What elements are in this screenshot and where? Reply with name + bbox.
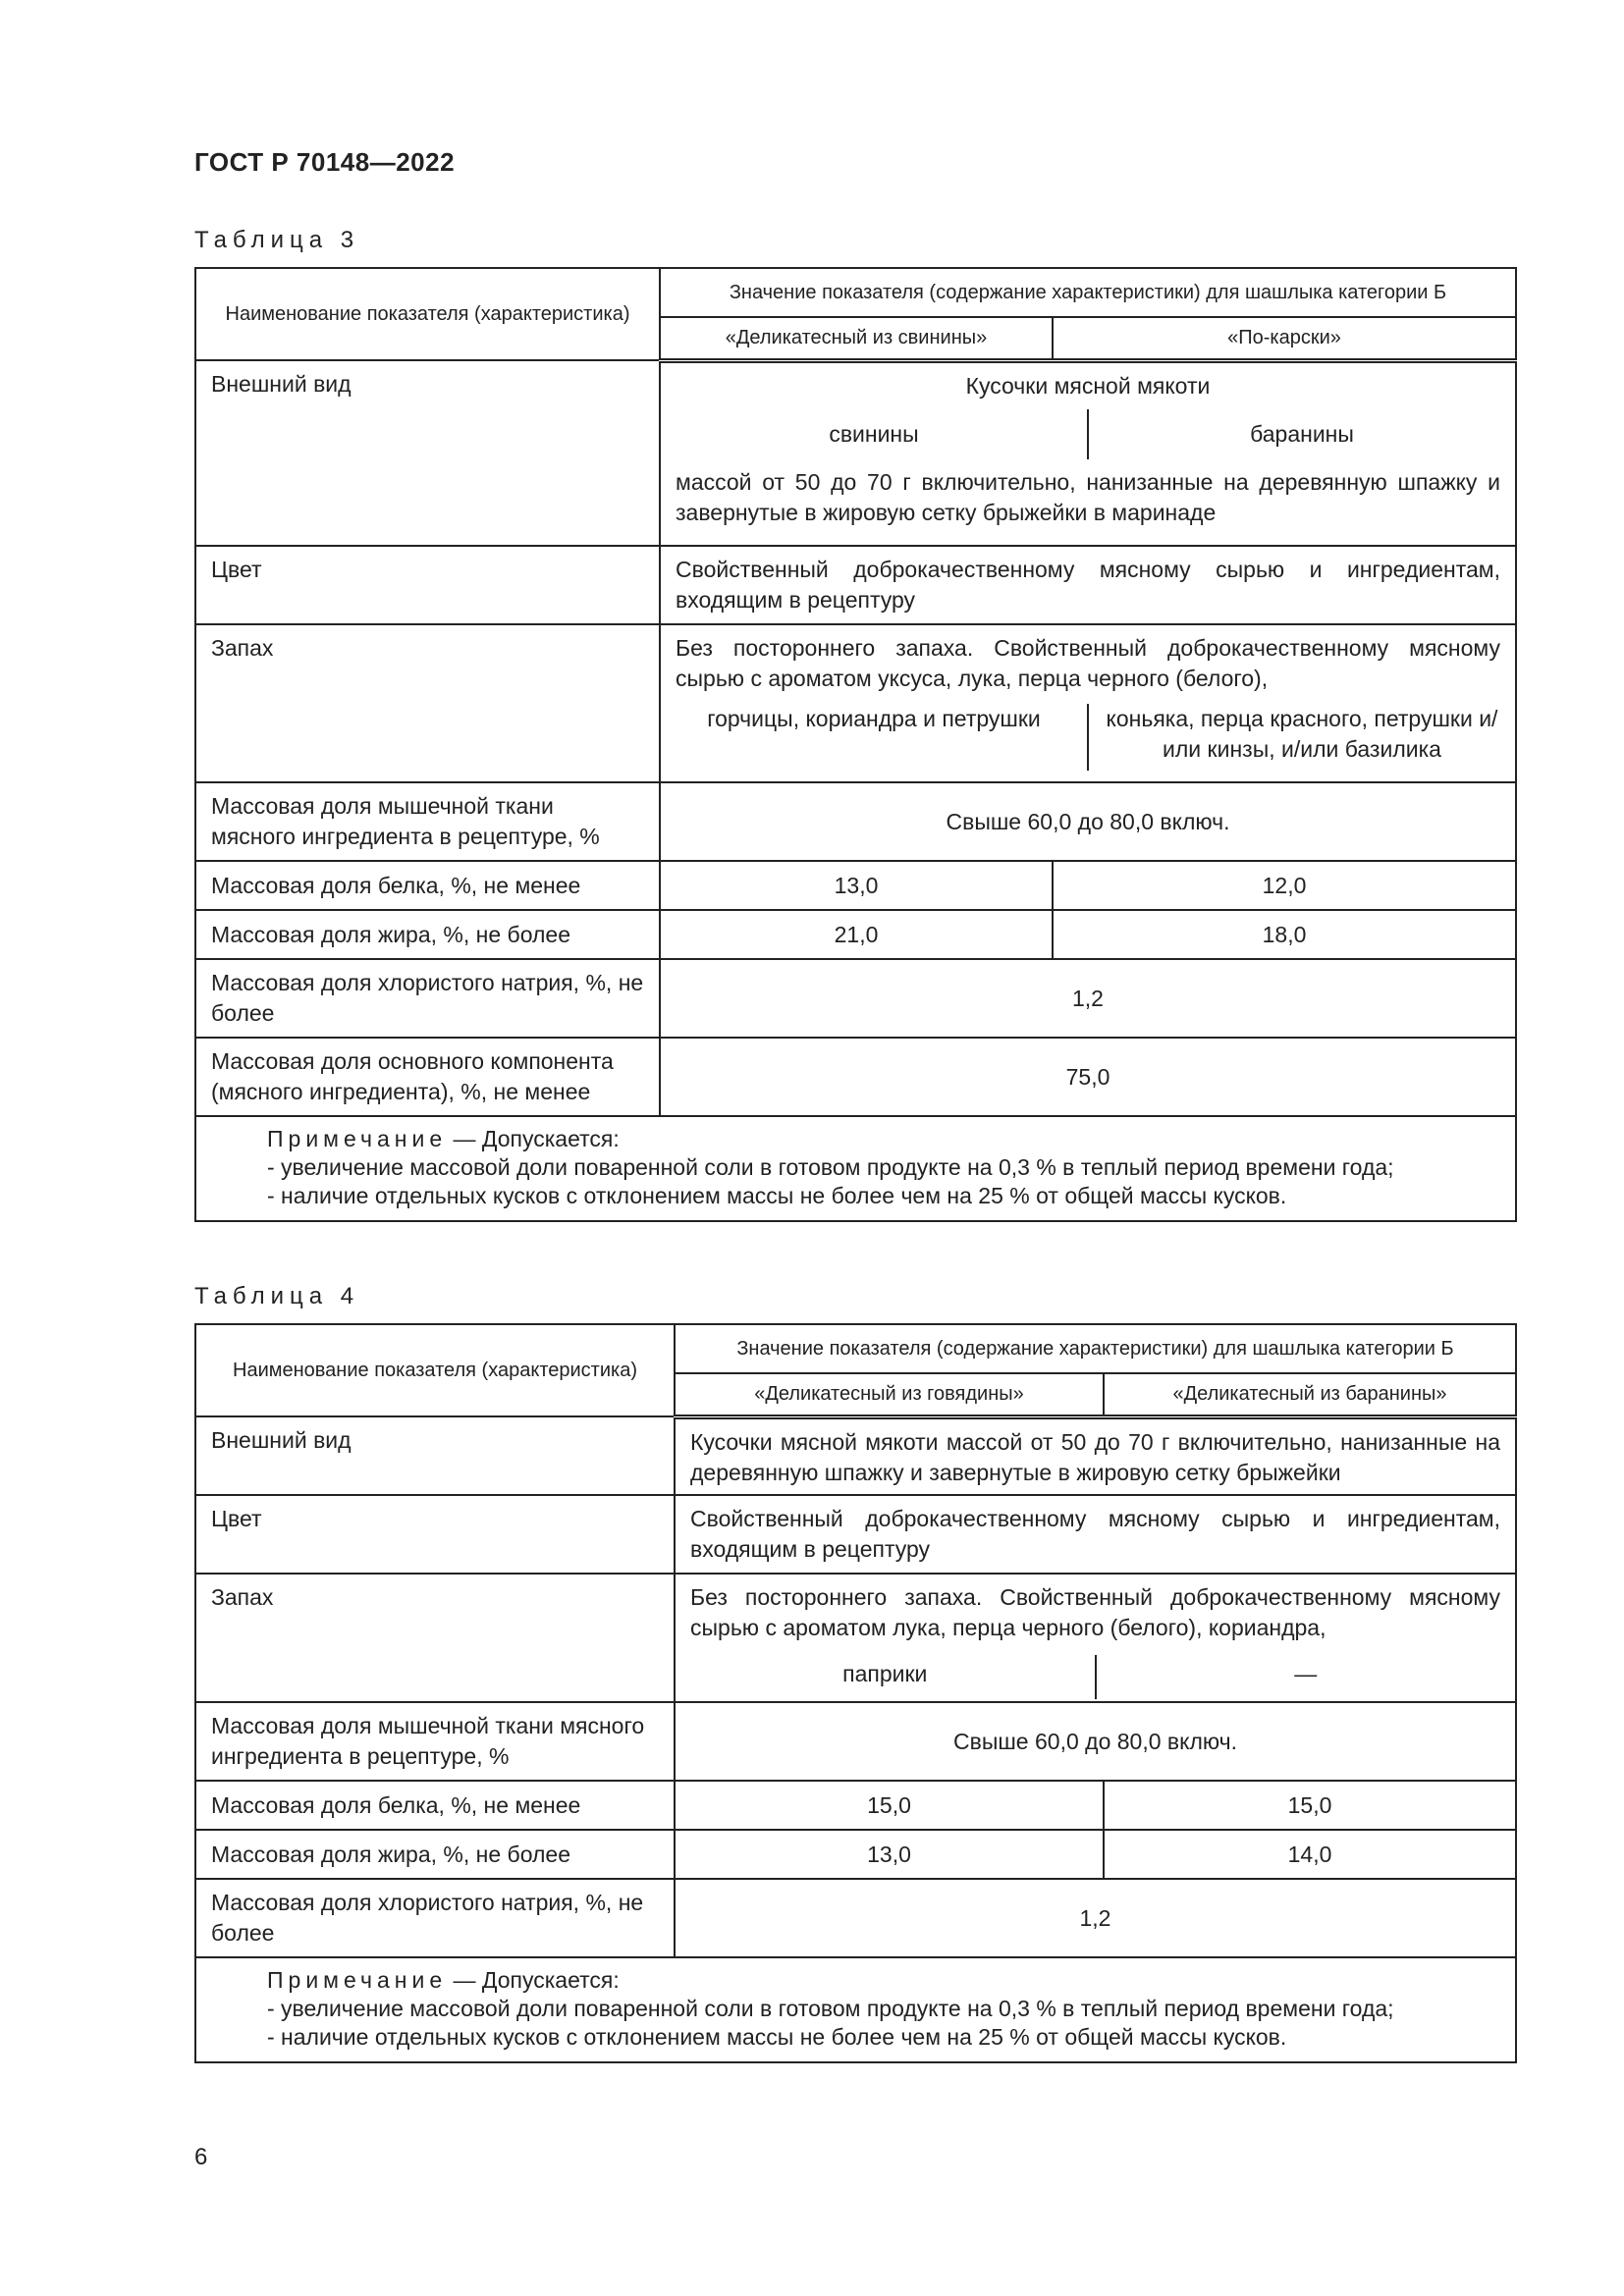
t3-salt-value: 1,2 [660, 959, 1516, 1038]
table-row [195, 1574, 1516, 1702]
t3-appearance-bottom: массой от 50 до 70 г включительно, нанизанные на деревянную шпажку и завернутые в жировую сетку брыжейки в маринаде [676, 468, 1500, 525]
table-4-caption: Таблица 4 [194, 1283, 360, 1309]
table-row [195, 1702, 1516, 1781]
t3-appearance-value [660, 360, 1516, 546]
t4-salt-label: Массовая доля хлористого натрия, %, не более [195, 1879, 675, 1957]
t3-salt-label: Массовая доля хлористого натрия, %, не более [195, 959, 660, 1038]
t4-note-label: Примечание [267, 1967, 448, 1993]
t3-muscle-value: Свыше 60,0 до 80,0 включ. [660, 782, 1516, 861]
t4-fat-v1: 13,0 [675, 1830, 1104, 1879]
t3-smell-value [660, 624, 1516, 782]
t3-fat-v1: 21,0 [660, 910, 1053, 959]
table-row [195, 1495, 1516, 1574]
t4-color-label: Цвет [195, 1495, 675, 1574]
table-row [195, 1416, 1516, 1495]
t4-appearance-label: Внешний вид [195, 1416, 675, 1495]
table-row [195, 782, 1516, 861]
table-row [195, 360, 1516, 546]
t4-header-group: Значение показателя (содержание характеристики) для шашлыка категории Б [675, 1324, 1516, 1373]
t3-smell-right: коньяка, перца красного, петрушки и/или кинзы, и/или базилика [1106, 706, 1498, 762]
t4-protein-v1: 15,0 [675, 1781, 1104, 1830]
t4-smell-right: — [1294, 1661, 1318, 1686]
t3-muscle-label: Массовая доля мышечной ткани мясного ингредиента в рецептуре, % [195, 782, 660, 861]
table-row [195, 861, 1516, 910]
t4-smell-value [675, 1574, 1516, 1702]
t3-smell-top: Без постороннего запаха. Свойственный доброкачественному мясному сырью с ароматом уксуса, лука, перца черного (белого), [676, 635, 1500, 691]
t4-note-intro: — Допускается: [447, 1967, 620, 1993]
t4-note-item-2: - наличие отдельных кусков с отклонением массы не более чем на 25 % от общей массы кусков. [267, 2024, 1287, 2050]
table-4 [194, 1323, 1517, 2063]
t3-appearance-right: баранины [1250, 420, 1354, 447]
t3-appearance-label: Внешний вид [195, 360, 660, 546]
t3-header-sub1: «Деликатесный из свинины» [660, 317, 1053, 360]
table-row [195, 1116, 1516, 1221]
t4-smell-top: Без постороннего запаха. Свойственный доброкачественному мясному сырью с ароматом лука, перца черного (белого), кориандра, [690, 1584, 1500, 1640]
t4-smell-label: Запах [195, 1574, 675, 1702]
t3-note-intro: — Допускается: [447, 1126, 620, 1151]
table-row [195, 1879, 1516, 1957]
t3-color-label: Цвет [195, 546, 660, 624]
t4-smell-left: паприки [676, 1655, 1097, 1699]
table-row [195, 1957, 1516, 2062]
table-row [195, 624, 1516, 782]
t4-header-sub1: «Деликатесный из говядины» [675, 1373, 1104, 1416]
table-row [195, 546, 1516, 624]
t3-appearance-left: свинины [661, 409, 1089, 459]
t3-fat-label: Массовая доля жира, %, не более [195, 910, 660, 959]
t4-header-indicator: Наименование показателя (характеристика) [195, 1324, 675, 1416]
t3-fat-v2: 18,0 [1053, 910, 1516, 959]
t3-color-value: Свойственный доброкачественному мясному сырью и ингредиентам, входящим в рецептуру [660, 546, 1516, 624]
t4-protein-label: Массовая доля белка, %, не менее [195, 1781, 675, 1830]
t3-header-indicator: Наименование показателя (характеристика) [195, 268, 660, 360]
t4-note-item-1: - увеличение массовой доли поваренной соли в готовом продукте на 0,3 % в теплый период времени года; [267, 1996, 1394, 2021]
t3-header-sub2: «По-карски» [1053, 317, 1516, 360]
table-row [195, 1038, 1516, 1116]
t3-smell-label: Запах [195, 624, 660, 782]
t3-note-item-2: - наличие отдельных кусков с отклонением массы не более чем на 25 % от общей массы кусков. [267, 1183, 1287, 1208]
table-3-caption: Таблица 3 [194, 227, 360, 253]
t4-fat-label: Массовая доля жира, %, не более [195, 1830, 675, 1879]
t4-fat-v2: 14,0 [1104, 1830, 1516, 1879]
t4-muscle-value: Свыше 60,0 до 80,0 включ. [675, 1702, 1516, 1781]
t4-note [195, 1957, 1516, 2062]
page-number: 6 [194, 2144, 208, 2170]
t4-color-value: Свойственный доброкачественному мясному сырью и ингредиентам, входящим в рецептуру [675, 1495, 1516, 1574]
t3-main-label: Массовая доля основного компонента (мясного ингредиента), %, не менее [195, 1038, 660, 1116]
t3-smell-left: горчицы, кориандра и петрушки [661, 704, 1089, 771]
table-row [195, 910, 1516, 959]
t4-appearance-value: Кусочки мясной мякоти массой от 50 до 70 г включительно, нанизанные на деревянную шпажку и завернутые в жировую сетку брыжейки [675, 1416, 1516, 1495]
t3-protein-v2: 12,0 [1053, 861, 1516, 910]
table-row [195, 1830, 1516, 1879]
table-row [195, 959, 1516, 1038]
t3-note [195, 1116, 1516, 1221]
t3-protein-label: Массовая доля белка, %, не менее [195, 861, 660, 910]
t4-header-sub2: «Деликатесный из баранины» [1104, 1373, 1516, 1416]
document-code: ГОСТ Р 70148—2022 [194, 147, 456, 177]
t4-salt-value: 1,2 [675, 1879, 1516, 1957]
t3-header-group: Значение показателя (содержание характеристики) для шашлыка категории Б [660, 268, 1516, 317]
table-row [195, 1781, 1516, 1830]
t3-protein-v1: 13,0 [660, 861, 1053, 910]
table-3 [194, 267, 1517, 1222]
t3-note-label: Примечание [267, 1126, 448, 1151]
t4-muscle-label: Массовая доля мышечной ткани мясного ингредиента в рецептуре, % [195, 1702, 675, 1781]
t3-appearance-top: Кусочки мясной мякоти [965, 372, 1211, 399]
t4-protein-v2: 15,0 [1104, 1781, 1516, 1830]
t3-note-item-1: - увеличение массовой доли поваренной соли в готовом продукте на 0,3 % в теплый период времени года; [267, 1154, 1394, 1180]
t3-main-value: 75,0 [660, 1038, 1516, 1116]
